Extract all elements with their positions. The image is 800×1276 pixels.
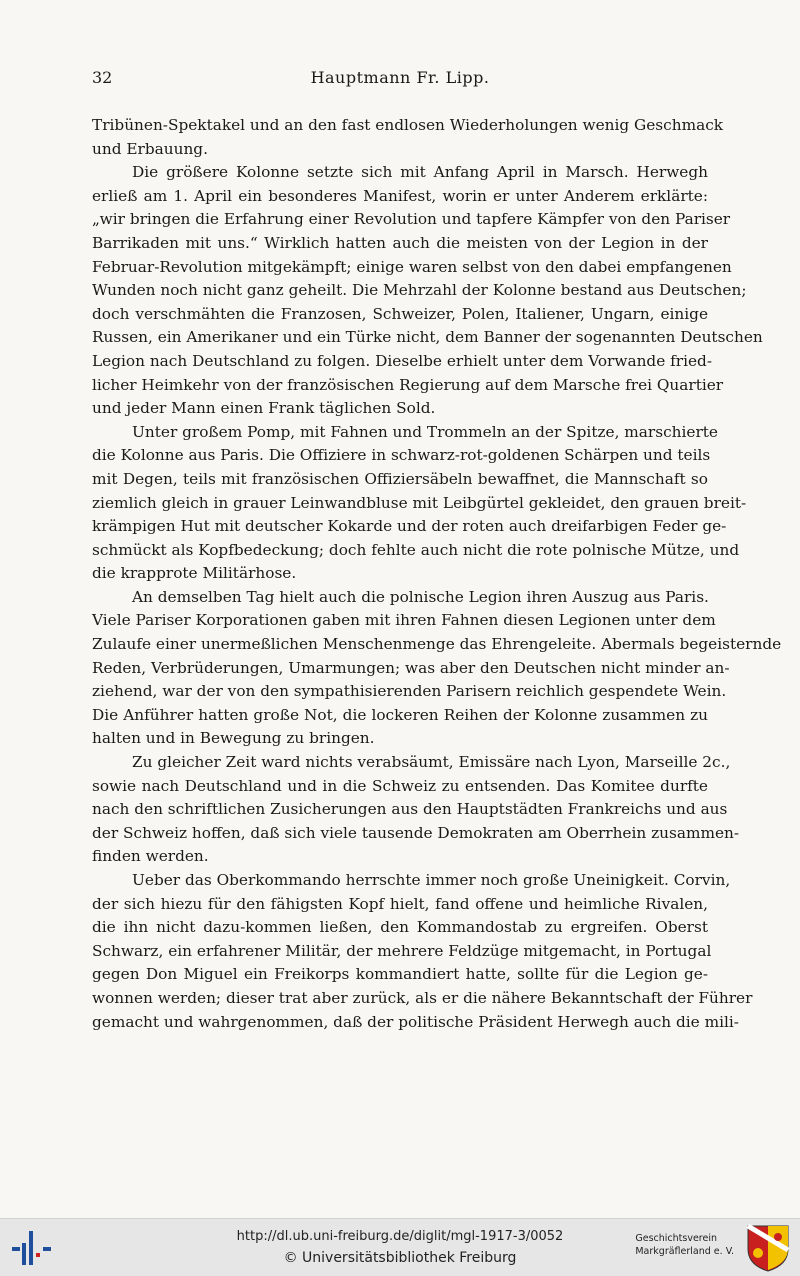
page-number: 32 xyxy=(92,68,113,87)
text-line: Ueber das Oberkommando herrschte immer noch große Uneinigkeit. Corvin, xyxy=(132,871,731,889)
text-line: finden werden. xyxy=(92,847,209,866)
organization-line-1: Geschichtsverein xyxy=(635,1233,717,1244)
text-line: halten und in Bewegung zu bringen. xyxy=(92,729,375,748)
text-line: und jeder Mann einen Frank täglichen Sold. xyxy=(92,399,436,418)
text-line: doch verschmähten die Franzosen, Schweizer, Polen, Italiener, Ungarn, einige xyxy=(92,304,708,323)
text-line: Februar-Revolution mitgekämpft; einige waren selbst von den dabei empfangenen xyxy=(92,257,732,276)
text-line: die Kolonne aus Paris. Die Offiziere in schwarz-rot-goldenen Schärpen und teils xyxy=(92,446,711,465)
running-head xyxy=(92,68,708,92)
copyright-notice: © Universitätsbibliothek Freiburg xyxy=(283,1250,517,1266)
text-line: Schwarz, ein erfahrener Militär, der mehrere Feldzüge mitgemacht, in Portugal xyxy=(92,941,712,960)
text-line: der Schweiz hoffen, daß sich viele tausende Demokraten am Oberrhein zusammen- xyxy=(92,823,740,842)
text-line: erließ am 1. April ein besonderes Manifest, worin er unter Anderem erklärte: xyxy=(92,186,708,205)
text-line: Tribünen-Spektakel und an den fast endlosen Wiederholungen wenig Geschmack xyxy=(92,116,724,134)
text-line: Die größere Kolonne setzte sich mit Anfang April in Marsch. Herwegh xyxy=(132,163,708,182)
organization-name xyxy=(635,1232,734,1258)
text-line: der sich hiezu für den fähigsten Kopf hielt, fand offene und heimliche Rivalen, xyxy=(92,894,708,913)
coat-of-arms-icon xyxy=(744,1223,792,1273)
text-line: Die Anführer hatten große Not, die lockeren Reihen der Kolonne zusammen zu xyxy=(92,705,708,724)
text-line: Legion nach Deutschland zu folgen. Dieselbe erhielt unter dem Vorwande fried- xyxy=(92,351,713,370)
text-line: die ihn nicht dazu-kommen ließen, den Kommandostab zu ergreifen. Oberst xyxy=(92,918,708,937)
text-line: licher Heimkehr von der französischen Regierung auf dem Marsche frei Quartier xyxy=(92,375,724,394)
viewer-footer xyxy=(0,1218,800,1276)
text-line: Wunden noch nicht ganz geheilt. Die Mehrzahl der Kolonne bestand aus Deutschen; xyxy=(92,281,747,300)
text-line: Barrikaden mit uns.“ Wirklich hatten auch die meisten von der Legion in der xyxy=(92,233,708,252)
body-text xyxy=(92,114,782,1034)
text-line: die krapprote Militärhose. xyxy=(92,564,297,583)
ub-freiburg-logo-icon xyxy=(10,1227,54,1269)
text-line: Viele Pariser Korporationen gaben mit ihren Fahnen diesen Legionen unter dem xyxy=(92,611,716,630)
text-line: gegen Don Miguel ein Freikorps kommandiert hatte, sollte für die Legion ge- xyxy=(92,965,708,984)
text-line: „wir bringen die Erfahrung einer Revolution und tapfere Kämpfer von den Pariser xyxy=(92,210,731,229)
text-line: wonnen werden; dieser trat aber zurück, als er die nähere Bekanntschaft der Führer xyxy=(92,988,753,1007)
text-line: Reden, Verbrüderungen, Umarmungen; was aber den Deutschen nicht minder an- xyxy=(92,658,730,677)
text-line: mit Degen, teils mit französischen Offiziersäbeln bewaffnet, die Mannschaft so xyxy=(92,469,708,488)
text-line: gemacht und wahrgenommen, daß der politische Präsident Herwegh auch die mili- xyxy=(92,1012,739,1031)
text-line: Unter großem Pomp, mit Fahnen und Trommeln an der Spitze, marschierte xyxy=(132,422,718,441)
permalink-url[interactable]: http://dl.ub.uni-freiburg.de/diglit/mgl-1917-3/0052 xyxy=(236,1229,564,1244)
text-line: schmückt als Kopfbedeckung; doch fehlte auch nicht die rote polnische Mütze, und xyxy=(92,540,740,559)
text-line: und Erbauung. xyxy=(92,139,208,158)
text-line: An demselben Tag hielt auch die polnische Legion ihren Auszug aus Paris. xyxy=(132,587,709,606)
text-line: sowie nach Deutschland und in die Schweiz zu entsenden. Das Komitee durfte xyxy=(92,776,708,795)
text-line: Zu gleicher Zeit ward nichts verabsäumt, Emissäre nach Lyon, Marseille 2c., xyxy=(132,753,731,772)
text-line: ziehend, war der von den sympathisierenden Parisern reichlich gespendete Wein. xyxy=(92,682,727,701)
text-line: Zulaufe einer unermeßlichen Menschenmenge das Ehrengeleite. Abermals begeisternde xyxy=(92,635,782,654)
organization-line-2: Markgräflerland e. V. xyxy=(635,1246,734,1257)
footer-center xyxy=(180,1227,620,1269)
text-line: krämpigen Hut mit deutscher Kokarde und der roten auch dreifarbigen Feder ge- xyxy=(92,517,727,536)
text-line: Russen, ein Amerikaner und ein Türke nicht, dem Banner der sogenannten Deutschen xyxy=(92,328,763,347)
running-title: Hauptmann Fr. Lipp. xyxy=(310,68,490,87)
text-line: ziemlich gleich in grauer Leinwandbluse mit Leibgürtel gekleidet, den grauen breit- xyxy=(92,493,747,512)
text-line: nach den schriftlichen Zusicherungen aus den Hauptstädten Frankreichs und aus xyxy=(92,800,728,819)
